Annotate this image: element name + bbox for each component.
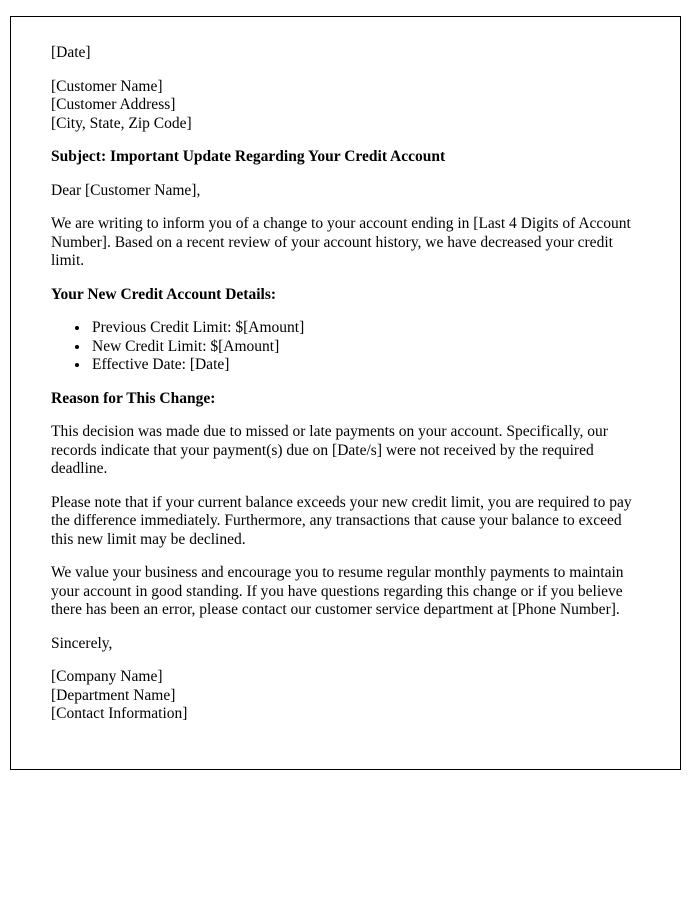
intro-paragraph: We are writing to inform you of a change to your account ending in [Last 4 Digits of Account Number]. Based on a recent review of your account history, we have decreased your credit limit. [51,215,631,269]
date-line: [Date] [51,44,91,61]
reason-paragraph: This decision was made due to missed or late payments on your account. Specifically, our records indicate that your payment(s) due on [Date/s] were not received by the required deadline. [51,423,608,477]
recipient-block [51,78,634,134]
signature-company-name: [Company Name] [51,668,163,685]
details-heading: Your New Credit Account Details: [51,285,277,303]
recipient-address: [Customer Address] [51,96,176,113]
signature-block [51,668,634,724]
reason-heading: Reason for This Change: [51,389,216,407]
closing: Sincerely, [51,634,113,652]
detail-new-credit-limit: • New Credit Limit: $[Amount] [90,338,634,357]
balance-notice-paragraph: Please note that if your current balance exceeds your new credit limit, you are required to pay the difference immediately. Furthermore, any transactions that cause your balance to exceed this new limit may be declined. [51,493,632,548]
salutation: Dear [Customer Name], [51,181,201,199]
detail-previous-credit-limit: • Previous Credit Limit: $[Amount] [90,319,634,338]
subject-line: Subject: Important Update Regarding Your Credit Account [51,148,446,165]
recipient-city-state-zip: [City, State, Zip Code] [51,114,192,132]
detail-effective-date: • Effective Date: [Date] [90,356,634,375]
signature-contact-information: [Contact Information] [51,705,188,722]
letter-document [10,16,681,770]
details-list [51,319,634,375]
customer-service-paragraph: We value your business and encourage you to resume regular monthly payments to maintain your account in good standing. If you have questions regarding this change or if you believe there has been an error, please contact our customer service department at [Phone Number]. [51,564,624,618]
signature-department-name: [Department Name] [51,686,176,704]
recipient-name: [Customer Name] [51,77,163,95]
